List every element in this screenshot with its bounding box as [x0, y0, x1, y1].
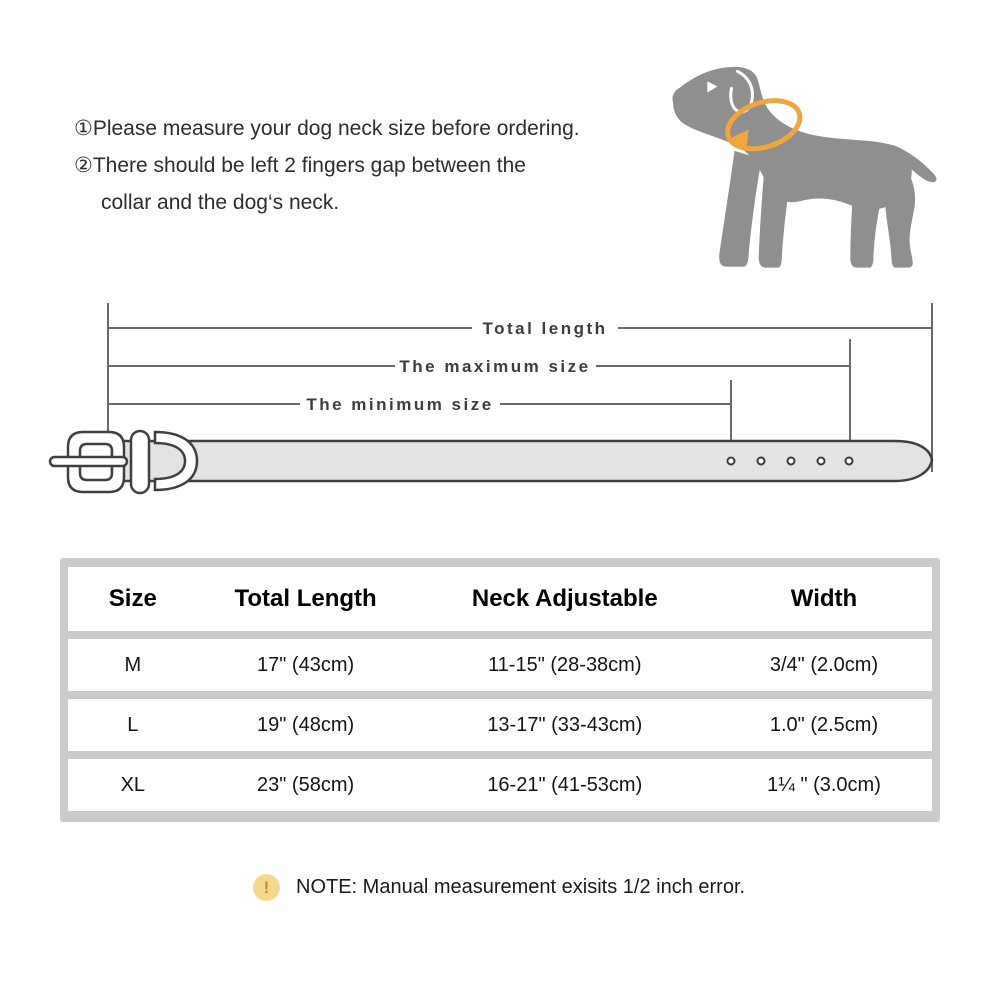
minimum-size-label: The minimum size [306, 395, 494, 414]
row-m-total-length: 17" (43cm) [257, 653, 355, 676]
table-row [68, 639, 932, 691]
total-length-label: Total length [482, 319, 608, 338]
instruction-line-2: ②There should be left 2 fingers gap between the [74, 154, 526, 177]
maximum-size-label: The maximum size [399, 357, 591, 376]
row-m-width: 3/4" (2.0cm) [769, 653, 879, 676]
collar-drawing [50, 431, 932, 493]
measuring-instructions [74, 110, 580, 221]
table-row [68, 699, 932, 751]
dog-silhouette [672, 67, 936, 268]
header-width: Width [790, 585, 858, 612]
collar-strap [112, 441, 932, 481]
instruction-line-3: collar and the dog‘s neck. [101, 191, 340, 214]
row-l-neck-adjustable: 13-17" (33-43cm) [487, 713, 643, 736]
collar-measurement-diagram [0, 290, 1000, 515]
header-size: Size [108, 585, 157, 612]
row-xl-total-length: 23" (58cm) [257, 773, 355, 796]
dog-front-leg-near [719, 151, 762, 267]
row-l-width: 1.0" (2.5cm) [769, 713, 879, 736]
row-xl-neck-adjustable: 16-21" (41-53cm) [487, 773, 643, 796]
row-xl-width: 1¼ " (3.0cm) [767, 773, 881, 796]
row-l-size: L [127, 713, 139, 736]
instruction-line-1: ①Please measure your dog neck size before ordering. [74, 117, 580, 140]
exclamation-glyph: ! [263, 877, 270, 897]
size-table [60, 558, 940, 822]
collar-keeper-loop [131, 431, 149, 493]
header-total-length: Total Length [234, 585, 377, 612]
warning-exclamation-icon [253, 874, 280, 901]
size-table-header-row [68, 567, 932, 631]
header-neck-adjustable: Neck Adjustable [471, 585, 658, 612]
row-l-total-length: 19" (48cm) [257, 713, 355, 736]
table-row [68, 759, 932, 811]
dog-silhouette-illustration [658, 52, 950, 284]
row-xl-size: XL [120, 773, 146, 796]
row-m-neck-adjustable: 11-15" (28-38cm) [488, 653, 642, 676]
dog-front-leg-far [759, 165, 792, 268]
measurement-note [253, 874, 745, 901]
row-m-size: M [124, 653, 142, 676]
note-text: NOTE: Manual measurement exisits 1/2 inch error. [296, 876, 746, 898]
collar-buckle-pin [50, 457, 127, 466]
